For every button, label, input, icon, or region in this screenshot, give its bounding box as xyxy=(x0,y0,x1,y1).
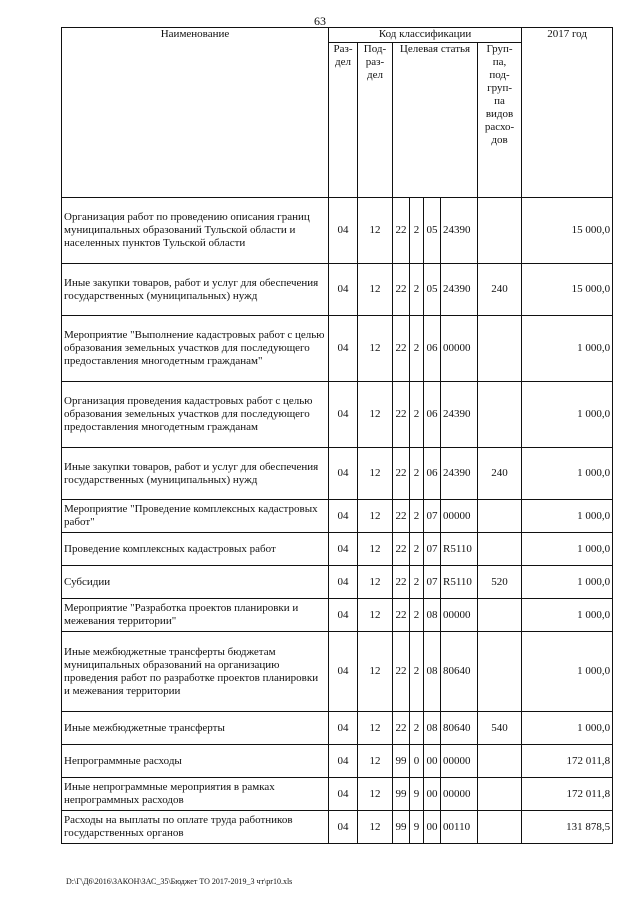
row-expense-group xyxy=(478,599,522,632)
table-row xyxy=(62,566,613,599)
row-target-direction: 80640 xyxy=(441,632,478,712)
row-expense-group: 240 xyxy=(478,448,522,500)
row-expense-group xyxy=(478,778,522,811)
row-expense-group xyxy=(478,745,522,778)
row-name: Иные закупки товаров, работ и услуг для обеспечения государственных (муниципальных) нужд xyxy=(62,264,329,316)
row-target-direction: 00000 xyxy=(441,778,478,811)
row-amount: 131 878,5 xyxy=(522,811,613,844)
header-code: Код классификации xyxy=(329,28,522,43)
row-target-subprogram: 2 xyxy=(410,382,424,448)
table-row xyxy=(62,599,613,632)
row-podrazdel: 12 xyxy=(358,778,393,811)
page-number: 63 xyxy=(314,14,326,28)
row-target-event: 00 xyxy=(424,778,441,811)
row-target-event: 07 xyxy=(424,566,441,599)
row-amount: 1 000,0 xyxy=(522,448,613,500)
row-target-program: 22 xyxy=(393,198,410,264)
row-target-direction: 80640 xyxy=(441,712,478,745)
row-target-event: 07 xyxy=(424,533,441,566)
row-podrazdel: 12 xyxy=(358,566,393,599)
row-amount: 1 000,0 xyxy=(522,382,613,448)
row-target-direction: 24390 xyxy=(441,198,478,264)
row-target-event: 08 xyxy=(424,599,441,632)
table-row xyxy=(62,448,613,500)
row-expense-group xyxy=(478,811,522,844)
row-name: Проведение комплексных кадастровых работ xyxy=(62,533,329,566)
row-razdel: 04 xyxy=(329,500,358,533)
row-name: Иные межбюджетные трансферты xyxy=(62,712,329,745)
header-year: 2017 год xyxy=(522,28,613,198)
row-target-subprogram: 2 xyxy=(410,566,424,599)
row-amount: 1 000,0 xyxy=(522,632,613,712)
row-name: Организация проведения кадастровых работ с целью образования земельных участков для последующего предоставления многодетным гражданам xyxy=(62,382,329,448)
row-name: Иные межбюджетные трансферты бюджетам муниципальных образований на организацию проведения работ по разработке проектов планировки и межевания территории xyxy=(62,632,329,712)
row-target-program: 22 xyxy=(393,500,410,533)
table-row xyxy=(62,382,613,448)
row-target-event: 00 xyxy=(424,811,441,844)
row-target-program: 22 xyxy=(393,264,410,316)
row-razdel: 04 xyxy=(329,632,358,712)
row-amount: 1 000,0 xyxy=(522,712,613,745)
row-expense-group: 520 xyxy=(478,566,522,599)
table-row xyxy=(62,745,613,778)
row-expense-group xyxy=(478,382,522,448)
row-target-program: 99 xyxy=(393,745,410,778)
row-amount: 1 000,0 xyxy=(522,316,613,382)
row-name: Иные непрограммные мероприятия в рамках непрограммных расходов xyxy=(62,778,329,811)
row-amount: 15 000,0 xyxy=(522,198,613,264)
row-target-subprogram: 9 xyxy=(410,778,424,811)
row-target-direction: R5110 xyxy=(441,566,478,599)
row-razdel: 04 xyxy=(329,811,358,844)
row-podrazdel: 12 xyxy=(358,745,393,778)
row-razdel: 04 xyxy=(329,533,358,566)
header-target: Целевая статья xyxy=(393,43,478,198)
row-target-direction: 00110 xyxy=(441,811,478,844)
row-target-direction: 00000 xyxy=(441,316,478,382)
row-name: Мероприятие "Проведение комплексных кадастровых работ" xyxy=(62,500,329,533)
row-name: Расходы на выплаты по оплате труда работников государственных органов xyxy=(62,811,329,844)
row-target-subprogram: 2 xyxy=(410,316,424,382)
row-target-event: 08 xyxy=(424,632,441,712)
row-expense-group xyxy=(478,533,522,566)
row-target-program: 22 xyxy=(393,448,410,500)
row-target-subprogram: 2 xyxy=(410,264,424,316)
row-target-direction: 24390 xyxy=(441,264,478,316)
header-group: Груп- па, под- груп- па видов расхо- дов xyxy=(478,43,522,198)
row-expense-group xyxy=(478,316,522,382)
row-razdel: 04 xyxy=(329,712,358,745)
row-target-program: 22 xyxy=(393,599,410,632)
row-target-event: 05 xyxy=(424,198,441,264)
row-target-subprogram: 2 xyxy=(410,632,424,712)
row-razdel: 04 xyxy=(329,778,358,811)
row-podrazdel: 12 xyxy=(358,632,393,712)
table-row xyxy=(62,811,613,844)
row-amount: 172 011,8 xyxy=(522,778,613,811)
row-target-event: 06 xyxy=(424,316,441,382)
row-target-program: 22 xyxy=(393,382,410,448)
row-target-program: 22 xyxy=(393,632,410,712)
row-podrazdel: 12 xyxy=(358,533,393,566)
header-name: Наименование xyxy=(62,28,329,198)
row-expense-group: 540 xyxy=(478,712,522,745)
header-razdel: Раз- дел xyxy=(329,43,358,198)
row-expense-group: 240 xyxy=(478,264,522,316)
row-target-direction: 00000 xyxy=(441,500,478,533)
row-amount: 1 000,0 xyxy=(522,566,613,599)
row-target-subprogram: 2 xyxy=(410,599,424,632)
row-target-direction: 00000 xyxy=(441,599,478,632)
row-target-subprogram: 9 xyxy=(410,811,424,844)
row-target-event: 06 xyxy=(424,448,441,500)
row-podrazdel: 12 xyxy=(358,448,393,500)
row-name: Субсидии xyxy=(62,566,329,599)
row-target-program: 22 xyxy=(393,533,410,566)
row-target-program: 22 xyxy=(393,316,410,382)
table-row xyxy=(62,778,613,811)
row-razdel: 04 xyxy=(329,599,358,632)
row-target-direction: 00000 xyxy=(441,745,478,778)
row-target-program: 22 xyxy=(393,566,410,599)
budget-table xyxy=(61,27,613,844)
row-podrazdel: 12 xyxy=(358,264,393,316)
row-podrazdel: 12 xyxy=(358,500,393,533)
row-expense-group xyxy=(478,198,522,264)
row-name: Мероприятие "Выполнение кадастровых работ с целью образования земельных участков для последующего предоставления многодетным гражданам" xyxy=(62,316,329,382)
table-row xyxy=(62,316,613,382)
header-podrazdel: Под- раз- дел xyxy=(358,43,393,198)
row-podrazdel: 12 xyxy=(358,599,393,632)
row-amount: 1 000,0 xyxy=(522,500,613,533)
row-amount: 172 011,8 xyxy=(522,745,613,778)
row-target-subprogram: 2 xyxy=(410,198,424,264)
table-row xyxy=(62,632,613,712)
row-target-direction: R5110 xyxy=(441,533,478,566)
row-name: Иные закупки товаров, работ и услуг для обеспечения государственных (муниципальных) нужд xyxy=(62,448,329,500)
row-razdel: 04 xyxy=(329,745,358,778)
table-row xyxy=(62,264,613,316)
table-row xyxy=(62,500,613,533)
row-target-direction: 24390 xyxy=(441,448,478,500)
row-podrazdel: 12 xyxy=(358,382,393,448)
row-name: Непрограммные расходы xyxy=(62,745,329,778)
row-target-subprogram: 2 xyxy=(410,500,424,533)
row-podrazdel: 12 xyxy=(358,712,393,745)
row-target-subprogram: 2 xyxy=(410,533,424,566)
row-amount: 1 000,0 xyxy=(522,599,613,632)
row-razdel: 04 xyxy=(329,316,358,382)
row-target-event: 07 xyxy=(424,500,441,533)
row-target-subprogram: 2 xyxy=(410,448,424,500)
row-podrazdel: 12 xyxy=(358,811,393,844)
row-target-subprogram: 0 xyxy=(410,745,424,778)
row-podrazdel: 12 xyxy=(358,198,393,264)
row-razdel: 04 xyxy=(329,264,358,316)
row-target-program: 99 xyxy=(393,811,410,844)
row-expense-group xyxy=(478,500,522,533)
row-name: Мероприятие "Разработка проектов планировки и межевания территории" xyxy=(62,599,329,632)
row-razdel: 04 xyxy=(329,566,358,599)
header-row-top xyxy=(62,28,613,43)
table-row xyxy=(62,198,613,264)
row-target-program: 99 xyxy=(393,778,410,811)
row-target-event: 08 xyxy=(424,712,441,745)
row-target-program: 22 xyxy=(393,712,410,745)
row-target-event: 05 xyxy=(424,264,441,316)
file-path-footer: D:\Г\Д6\2016\ЗАКОН\ЗАС_35\Бюджет ТО 2017-2019_3 чт\pr10.xls xyxy=(66,877,293,886)
row-razdel: 04 xyxy=(329,448,358,500)
row-amount: 15 000,0 xyxy=(522,264,613,316)
row-target-event: 00 xyxy=(424,745,441,778)
row-target-event: 06 xyxy=(424,382,441,448)
row-amount: 1 000,0 xyxy=(522,533,613,566)
table-row xyxy=(62,712,613,745)
row-target-direction: 24390 xyxy=(441,382,478,448)
row-expense-group xyxy=(478,632,522,712)
row-podrazdel: 12 xyxy=(358,316,393,382)
row-razdel: 04 xyxy=(329,382,358,448)
row-target-subprogram: 2 xyxy=(410,712,424,745)
table-row xyxy=(62,533,613,566)
row-razdel: 04 xyxy=(329,198,358,264)
row-name: Организация работ по проведению описания границ муниципальных образований Тульской области и населенных пунктов Тульской области xyxy=(62,198,329,264)
